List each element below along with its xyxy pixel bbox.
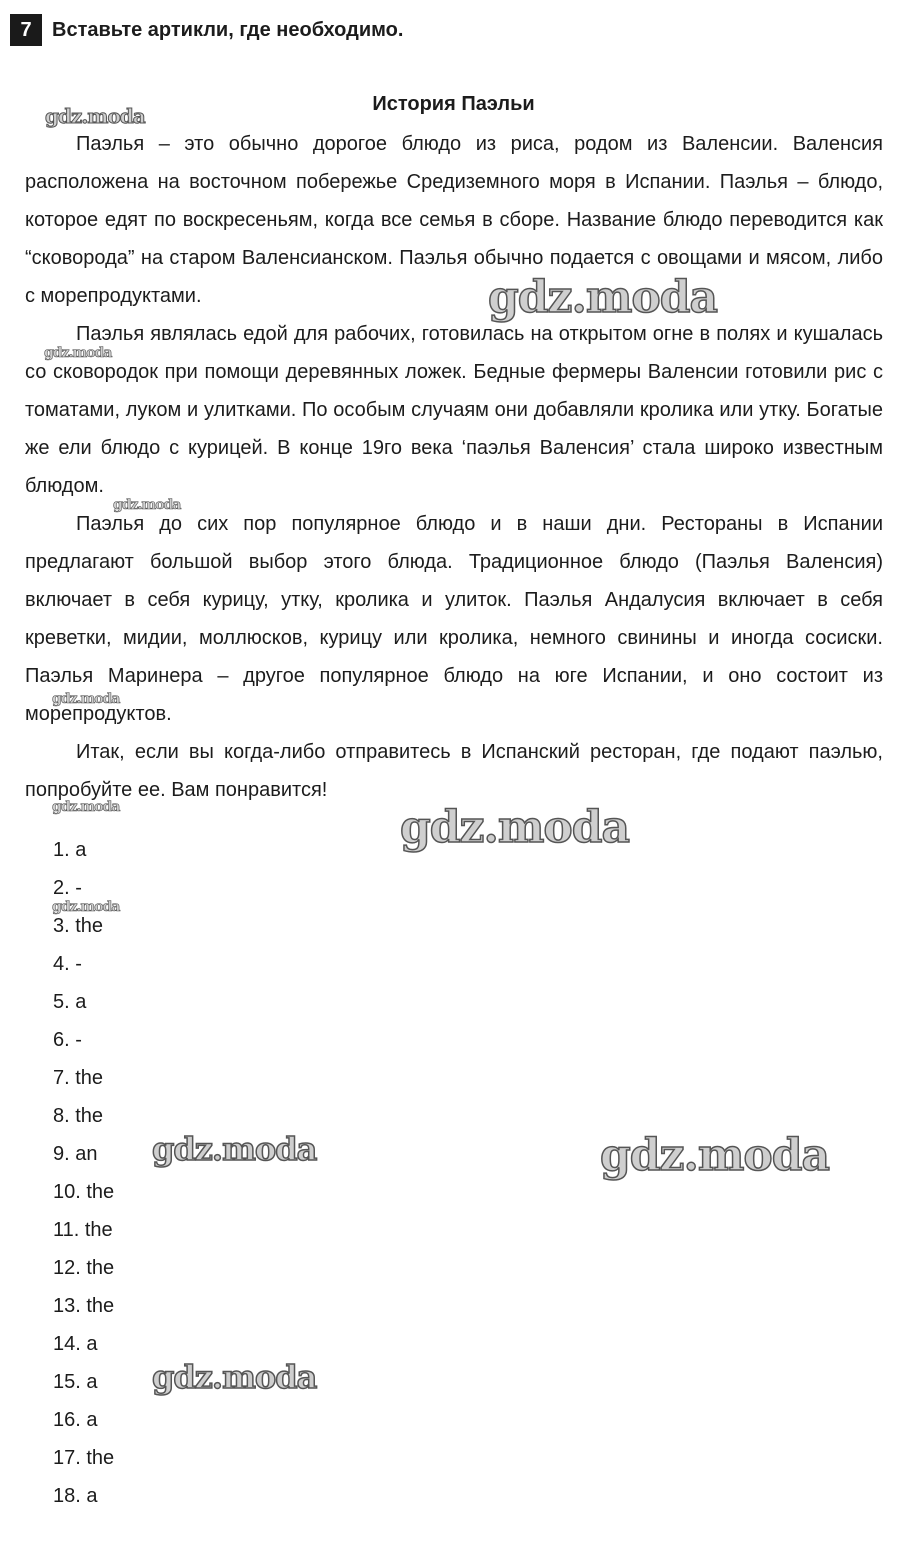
answer-item: 3. the xyxy=(53,915,104,937)
watermark: gdz.moda xyxy=(152,1358,317,1396)
answer-item: 12. the xyxy=(53,1257,115,1279)
paragraph: Итак, если вы когда-либо отправитесь в Испанский ресторан, где подают паэлью, попробуйте ее. Вам понравится! xyxy=(25,741,883,801)
answer-item: 13. the xyxy=(53,1295,115,1317)
paragraph: Паэлья являлась едой для рабочих, готовилась на открытом огне в полях и кушалась со сковородок при помощи деревянных ложек. Бедные фермеры Валенсии готовили рис с томатами, луком и улитками. По особым случаям они добавляли кролика или утку. Богатые же ели блюдо с курицей. В конце 19го века ‘паэлья Валенсия’ стала широко известным блюдом. xyxy=(25,323,883,497)
watermark: gdz.moda xyxy=(45,104,145,128)
answer-item: 2. - xyxy=(53,877,82,899)
answer-item: 17. the xyxy=(53,1447,115,1469)
watermark: gdz.moda xyxy=(44,345,112,361)
answer-item: 18. a xyxy=(53,1485,98,1507)
story-text xyxy=(25,125,883,809)
answer-item: 4. - xyxy=(53,953,82,975)
answer-item: 11. the xyxy=(53,1219,113,1241)
watermark: gdz.moda xyxy=(400,802,630,853)
answer-item: 7. the xyxy=(53,1067,104,1089)
watermark: gdz.moda xyxy=(152,1130,317,1168)
answer-item: 15. a xyxy=(53,1371,98,1393)
answer-item: 16. a xyxy=(53,1409,98,1431)
answer-item: 1. a xyxy=(53,839,87,861)
paragraph: Паэлья – это обычно дорогое блюдо из риса, родом из Валенсии. Валенсия расположена на восточном побережье Средиземного моря в Испании. Паэлья – блюдо, которое едят по воскресеньям, когда все семья в сборе. Название блюдо переводится как “сковорода” на старом Валенсианском. Паэлья обычно подается с овощами и мясом, либо с морепродуктами. xyxy=(25,133,883,307)
task-header xyxy=(10,14,403,46)
answer-item: 9. an xyxy=(53,1143,98,1165)
watermark: gdz.moda xyxy=(600,1130,830,1181)
watermark: gdz.moda xyxy=(488,272,718,323)
task-number-badge: 7 xyxy=(10,14,42,46)
watermark: gdz.moda xyxy=(52,899,120,915)
answer-item: 10. the xyxy=(53,1181,115,1203)
watermark: gdz.moda xyxy=(52,799,120,815)
paragraph: Паэлья до сих пор популярное блюдо и в наши дни. Рестораны в Испании предлагают большой выбор этого блюда. Традиционное блюдо (Паэлья Валенсия) включает в себя курицу, утку, кролика и улиток. Паэлья Андалусия включает в себя креветки, мидии, моллюсков, курицу или кролика, немного свинины и иногда сосиски. Паэлья Маринера – другое популярное блюдо на юге Испании, и оно состоит из морепродуктов. xyxy=(25,513,883,725)
answer-item: 14. a xyxy=(53,1333,98,1355)
task-instruction: Вставьте артикли, где необходимо. xyxy=(52,18,404,41)
watermark: gdz.moda xyxy=(52,691,120,707)
answer-item: 6. - xyxy=(53,1029,82,1051)
answer-item: 8. the xyxy=(53,1105,104,1127)
answer-list xyxy=(53,831,114,1515)
text-title: История Паэльи xyxy=(372,93,535,115)
answer-item: 5. a xyxy=(53,991,87,1013)
watermark: gdz.moda xyxy=(113,497,181,513)
